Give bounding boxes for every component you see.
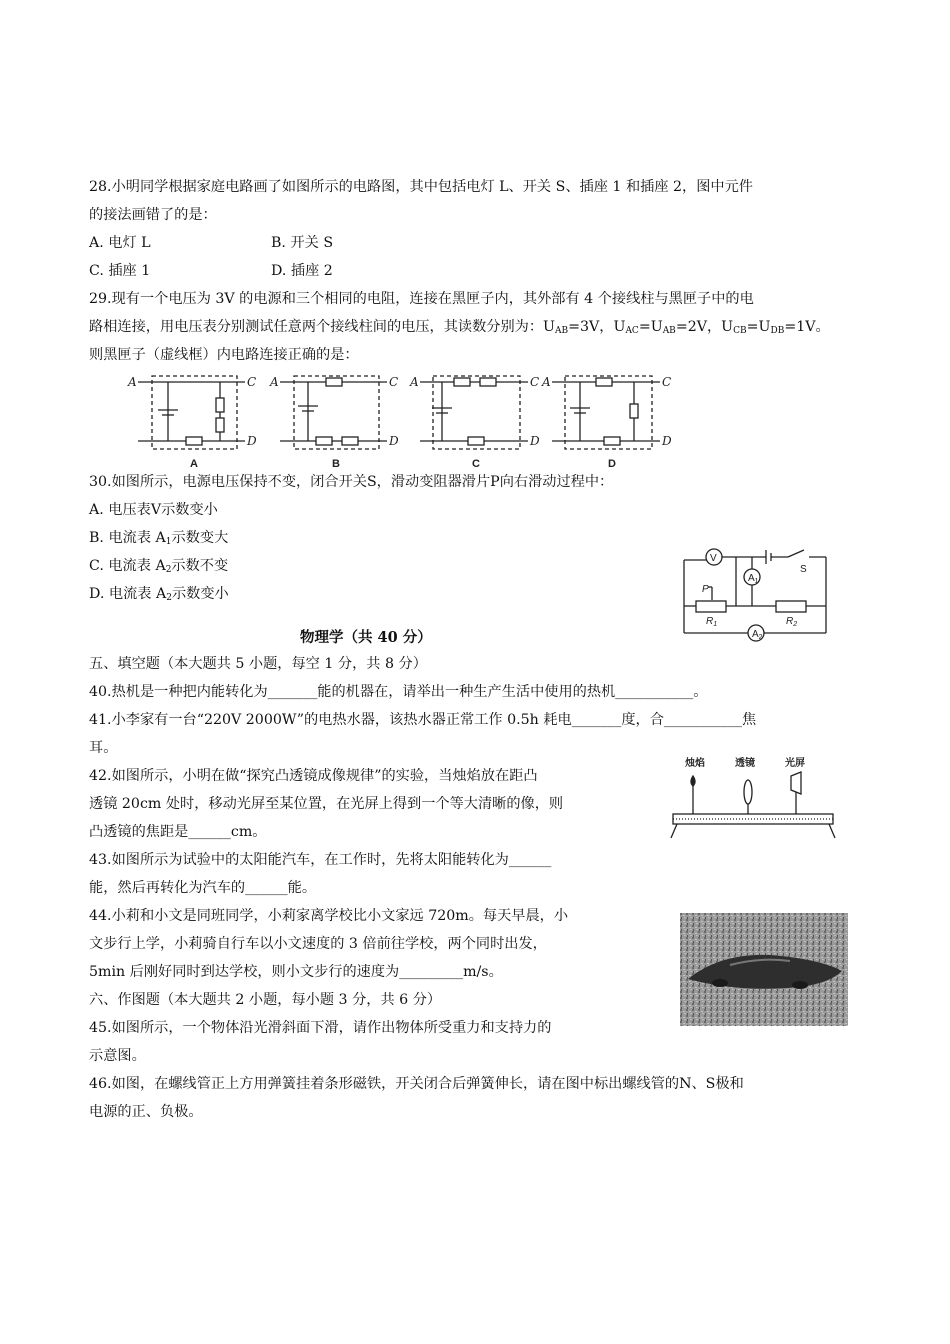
svg-text:A1: $A_1$ bbox=[748, 573, 759, 585]
svg-text:D: D bbox=[662, 434, 672, 448]
q28-option-b: B. 开关 S bbox=[271, 235, 334, 251]
q41-line2: 耳。 bbox=[89, 740, 118, 756]
figure-label-d: D bbox=[608, 458, 616, 470]
q28-option-a: A. 电灯 L bbox=[89, 235, 151, 251]
q40-line: 40.热机是一种把内能转化为_______能的机器在，请举出一种生产生活中使用的热机___________。 bbox=[89, 684, 708, 700]
q30-option-c: C. 电流表 $A_2$示数不变 bbox=[89, 558, 229, 575]
circuit-d bbox=[552, 376, 660, 449]
part5-heading: 五、填空题（本大题共 5 小题，每空 1 分，共 8 分） bbox=[89, 656, 427, 672]
q28-line2: 的接法画错了的是： bbox=[89, 207, 217, 223]
q42-line1: 42.如图所示，小明在做“探究凸透镜成像规律”的实验，当烛焰放在距凸 bbox=[89, 768, 538, 784]
figure-label-c: C bbox=[472, 458, 480, 470]
q44-line1: 44.小莉和小文是同班同学，小莉家离学校比小文家远 720m。每天早晨，小 bbox=[89, 908, 569, 924]
q43-line2: 能，然后再转化为汽车的______能。 bbox=[89, 880, 317, 896]
svg-text:A: A bbox=[542, 375, 551, 389]
q42-line2: 透镜 20cm 处时，移动光屏至某位置，在光屏上得到一个等大清晰的像，则 bbox=[89, 796, 564, 812]
q28-option-c: C. 插座 1 bbox=[89, 263, 151, 279]
svg-text:透镜: 透镜 bbox=[735, 758, 755, 769]
svg-text:V: V bbox=[710, 553, 717, 564]
svg-text:D: D bbox=[247, 434, 257, 448]
q30-option-a: A. 电压表V示数变小 bbox=[89, 502, 218, 518]
svg-text:D: D bbox=[389, 434, 399, 448]
svg-text:C: C bbox=[247, 375, 257, 389]
q44-line2: 文步行上学，小莉骑自行车以小文速度的 3 倍前往学校，两个同时出发， bbox=[89, 936, 547, 952]
svg-text:C: C bbox=[530, 375, 540, 389]
q28-line1: 28.小明同学根据家庭电路画了如图所示的电路图，其中包括电灯 L、开关 S、插座 1 和插座 2，图中元件 bbox=[89, 179, 753, 195]
part6-heading: 六、作图题（本大题共 2 小题，每小题 3 分，共 6 分） bbox=[89, 992, 442, 1008]
q45-line1: 45.如图所示，一个物体沿光滑斜面下滑，请作出物体所受重力和支持力的 bbox=[89, 1020, 552, 1036]
q29-line2: 路相连接，用电压表分别测试任意两个接线柱间的电压，其读数分别为：$U_{AB}=3V$，$U_{AC}=U_{AB}=2V$，$U_{CB}=U_{DB}=1V$。 bbox=[89, 319, 830, 336]
figure-label-a: A bbox=[190, 458, 198, 470]
q42-line3: 凸透镜的焦距是______cm。 bbox=[89, 824, 267, 840]
figure-label-b: B bbox=[332, 458, 340, 470]
circuit-a bbox=[138, 376, 245, 449]
svg-text:A: A bbox=[270, 375, 279, 389]
q29-line1: 29.现有一个电压为 3V 的电源和三个相同的电阻，连接在黑匣子内，其外部有 4 个接线柱与黑匣子中的电 bbox=[89, 291, 754, 307]
q46-line1: 46.如图，在螺线管正上方用弹簧挂着条形磁铁，开关闭合后弹簧伸长，请在图中标出螺线管的N、S极和 bbox=[89, 1076, 744, 1092]
svg-text:S: S bbox=[800, 564, 807, 575]
svg-text:C: C bbox=[389, 375, 399, 389]
svg-text:C: C bbox=[662, 375, 672, 389]
svg-text:A2: $A_2$ bbox=[752, 629, 763, 641]
terminal-a: A bbox=[128, 375, 137, 389]
q30-circuit-figure bbox=[676, 542, 836, 642]
circuit-b bbox=[280, 376, 387, 449]
q43-line1: 43.如图所示为试验中的太阳能汽车，在工作时，先将太阳能转化为______ bbox=[89, 852, 552, 868]
q45-line2: 示意图。 bbox=[89, 1048, 146, 1064]
svg-text:D: D bbox=[530, 434, 540, 448]
svg-text:A: A bbox=[410, 375, 419, 389]
svg-text:P: P bbox=[702, 584, 709, 595]
solar-car-photo bbox=[680, 913, 848, 1026]
q30-option-d: D. 电流表 $A_2$示数变小 bbox=[89, 586, 229, 603]
svg-text:R1: $R_1$ bbox=[706, 616, 718, 628]
q29-line3: 则黑匣子（虚线框）内电路连接正确的是： bbox=[89, 347, 359, 363]
q42-optical-bench-figure bbox=[663, 752, 843, 844]
q30-line1: 30.如图所示，电源电压保持不变，闭合开关S，滑动变阻器滑片P向右滑动过程中： bbox=[89, 474, 614, 490]
q46-line2: 电源的正、负极。 bbox=[89, 1104, 203, 1120]
section-title: 物理学（共 40 分） bbox=[300, 629, 432, 646]
q44-line3: 5min 后刚好同时到达学校，则小文步行的速度为_________m/s。 bbox=[89, 964, 503, 980]
svg-text:光屏: 光屏 bbox=[785, 758, 805, 769]
q30-option-b: B. 电流表 $A_1$示数变大 bbox=[89, 530, 229, 547]
q28-option-d: D. 插座 2 bbox=[271, 263, 333, 279]
q41-line1: 41.小李家有一台“220V 2000W”的电热水器，该热水器正常工作 0.5h 耗电_______度，合___________焦 bbox=[89, 712, 757, 728]
svg-text:烛焰: 烛焰 bbox=[685, 758, 705, 769]
svg-text:R2: $R_2$ bbox=[786, 616, 798, 628]
circuit-c bbox=[420, 376, 528, 449]
q29-circuit-figures bbox=[120, 370, 690, 475]
